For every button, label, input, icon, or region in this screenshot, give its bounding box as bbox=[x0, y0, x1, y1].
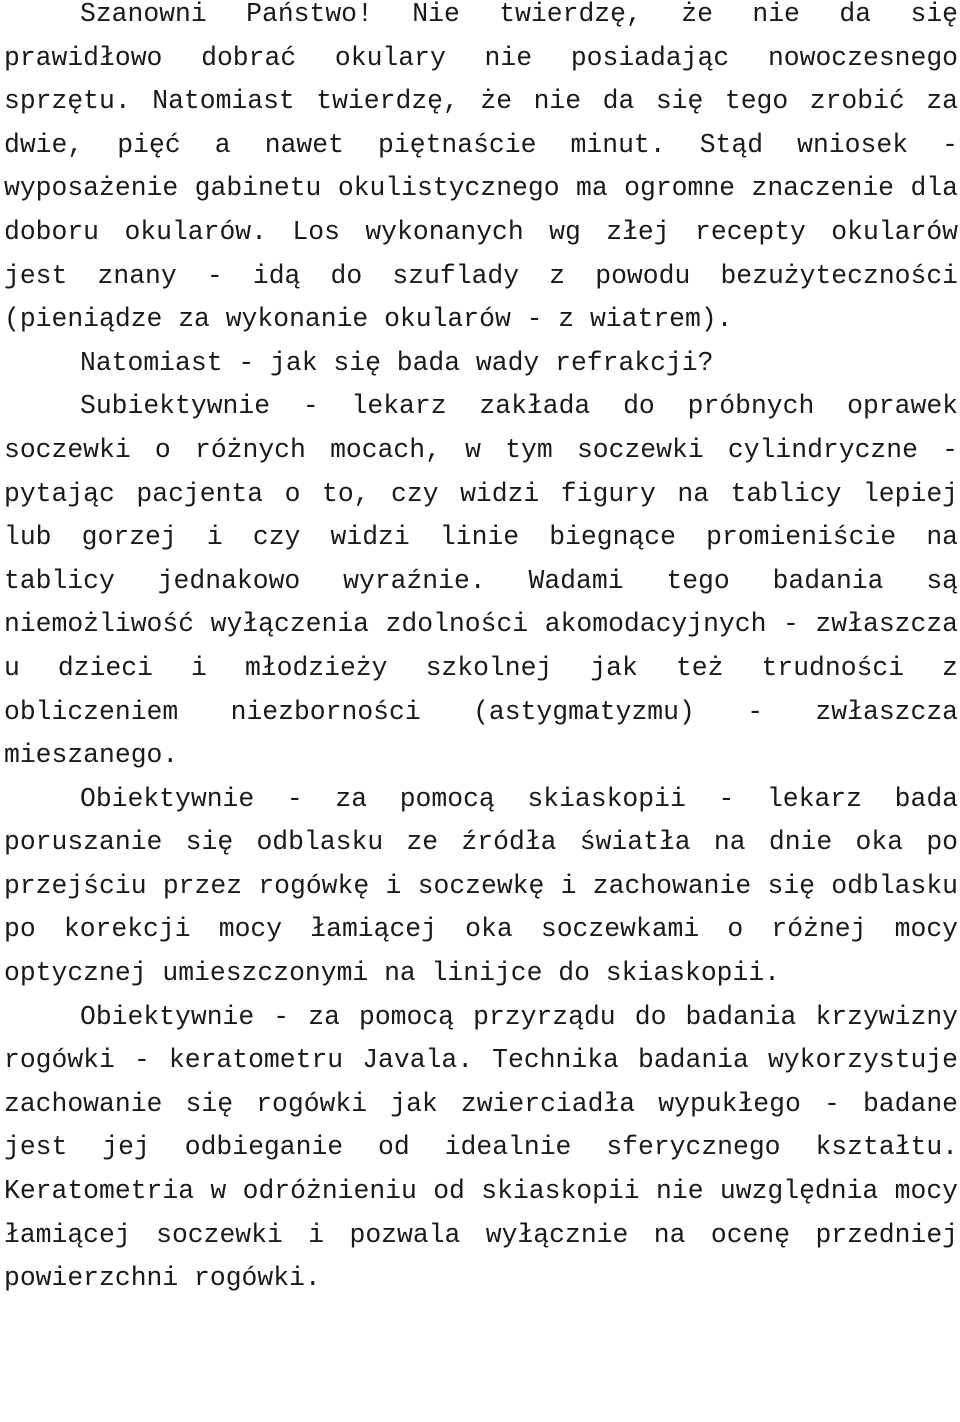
paragraph-keratometry: Obiektywnie - za pomocą przyrządu do badania krzywizny rogówki - keratometru Javala. Technika badania wykorzystuje zachowanie się rogówki jak zwierciadła wypukłego - badane jest jej odbieganie od idealnie sferycznego kształtu. Keratometria w odróżnieniu od skiaskopii nie uwzględnia mocy łamiącej soczewki i pozwala wyłącznie na ocenę przedniej powierzchni rogówki. bbox=[4, 1001, 958, 1294]
paragraph-skiascopy: Obiektywnie - za pomocą skiaskopii - lekarz bada poruszanie się odblasku ze źródła światła na dnie oka po przejściu przez rogówkę i soczewkę i zachowanie się odblasku po korekcji mocy łamiącej oka soczewkami o różnej mocy optycznej umieszczonymi na linijce do skiaskopii. bbox=[4, 783, 958, 989]
paragraph-subjective: Subiektywnie - lekarz zakłada do próbnych oprawek soczewki o różnych mocach, w tym soczewki cylindryczne - pytając pacjenta o to, czy widzi figury na tablicy lepiej lub gorzej i czy widzi linie biegnące promieniście na tablicy jednakowo wyraźnie. Wadami tego badania są niemożliwość wyłączenia zdolności akomodacyjnych - zwłaszcza u dzieci i młodzieży szkolnej jak też trudności z obliczeniem niezborności (astygmatyzmu) - zwłaszcza mieszanego. bbox=[4, 391, 958, 771]
paragraph-question: Natomiast - jak się bada wady refrakcji? bbox=[80, 347, 714, 378]
paragraph-intro: Szanowni Państwo! Nie twierdzę, że nie da się prawidłowo dobrać okulary nie posiadając nowoczesnego sprzętu. Natomiast twierdzę, że nie da się tego zrobić za dwie, pięć a nawet piętnaście minut. Stąd wniosek - wyposażenie gabinetu okulistycznego ma ogromne znaczenie dla doboru okularów. Los wykonanych wg złej recepty okularów jest znany - idą do szuflady z powodu bezużyteczności (pieniądze za wykonanie okularów - z wiatrem). bbox=[4, 0, 958, 335]
